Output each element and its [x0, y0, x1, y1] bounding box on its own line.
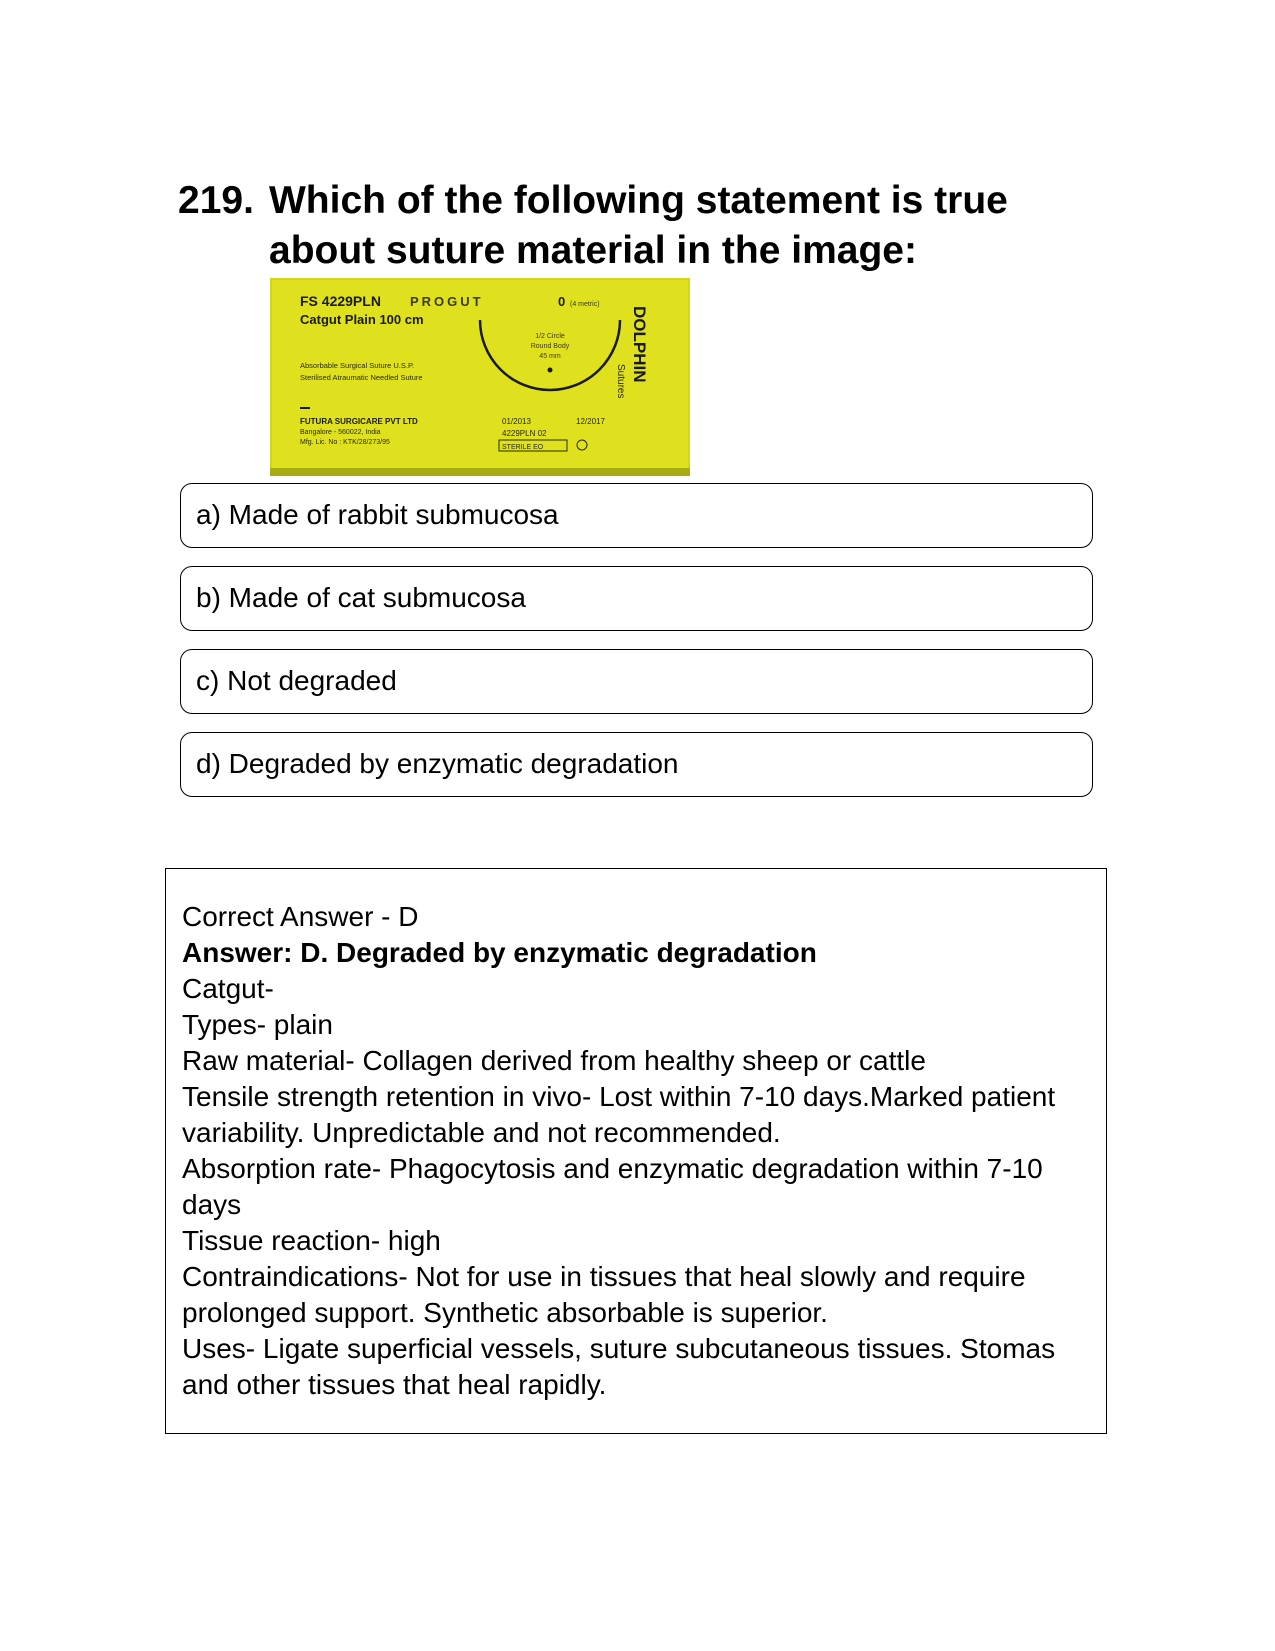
- pack-maker-city: Bangalore - 560022, India: [300, 429, 381, 436]
- pack-size: 0: [558, 294, 566, 309]
- pack-material: Catgut Plain 100 cm: [300, 312, 424, 327]
- needle-type-2: Round Body: [530, 343, 570, 350]
- question-text: Which of the following statement is true about suture material in the image:: [269, 179, 1008, 272]
- correct-answer: Correct Answer - D: [182, 901, 419, 932]
- option-a[interactable]: a) Made of rabbit submucosa: [180, 483, 1093, 548]
- pack-mfg-date: 01/2013: [502, 417, 531, 426]
- answer-explanation: [165, 868, 1107, 1434]
- pack-size-metric: (4 metric): [570, 301, 600, 308]
- needle-type-1: 1/2 Circle: [535, 333, 565, 340]
- suture-pack-image: [270, 278, 690, 476]
- option-c[interactable]: c) Not degraded: [180, 649, 1093, 714]
- explanation-line: Absorption rate- Phagocytosis and enzymatic degradation within 7-10 days: [182, 1153, 1043, 1220]
- explanation-line: Catgut-: [182, 973, 274, 1004]
- pack-logo-sub: Sutures: [615, 364, 626, 399]
- pack-logo-brand: DOLPHIN: [630, 306, 649, 383]
- explanation-line: Tissue reaction- high: [182, 1225, 441, 1256]
- pack-lot: 4229PLN 02: [502, 429, 547, 438]
- needle-dot-icon: [548, 368, 553, 373]
- option-d[interactable]: d) Degraded by enzymatic degradation: [180, 732, 1093, 797]
- pack-code: FS 4229PLN: [300, 293, 381, 309]
- question-heading: [178, 176, 1098, 276]
- explanation-line: Uses- Ligate superficial vessels, suture subcutaneous tissues. Stomas and other tissues that heal rapidly.: [182, 1333, 1056, 1400]
- explanation-line: Tensile strength retention in vivo- Lost within 7-10 days.Marked patient variability. Unpredictable and not recommended.: [182, 1081, 1056, 1148]
- explanation-line: Types- plain: [182, 1009, 333, 1040]
- pack-brand: PROGUT: [410, 294, 484, 309]
- pack-sterile: STERILE EO: [502, 444, 544, 451]
- needle-length: 45 mm: [539, 353, 561, 360]
- explanation-line: Contraindications- Not for use in tissues that heal slowly and require prolonged support. Synthetic absorbable is superior.: [182, 1261, 1026, 1328]
- option-b[interactable]: b) Made of cat submucosa: [180, 566, 1093, 631]
- explanation-line: Raw material- Collagen derived from healthy sheep or cattle: [182, 1045, 926, 1076]
- question-number: 219.: [178, 179, 254, 222]
- pack-exp-date: 12/2017: [576, 417, 605, 426]
- pack-maker: FUTURA SURGICARE PVT LTD: [300, 417, 418, 426]
- pack-desc-2: Sterilised Atraumatic Needled Suture: [300, 373, 423, 382]
- answer-heading: Answer: D. Degraded by enzymatic degradation: [182, 937, 817, 968]
- pack-desc-1: Absorbable Surgical Suture U.S.P.: [300, 361, 415, 370]
- pack-license: Mfg. Lic. No : KTK/28/273/95: [300, 439, 390, 446]
